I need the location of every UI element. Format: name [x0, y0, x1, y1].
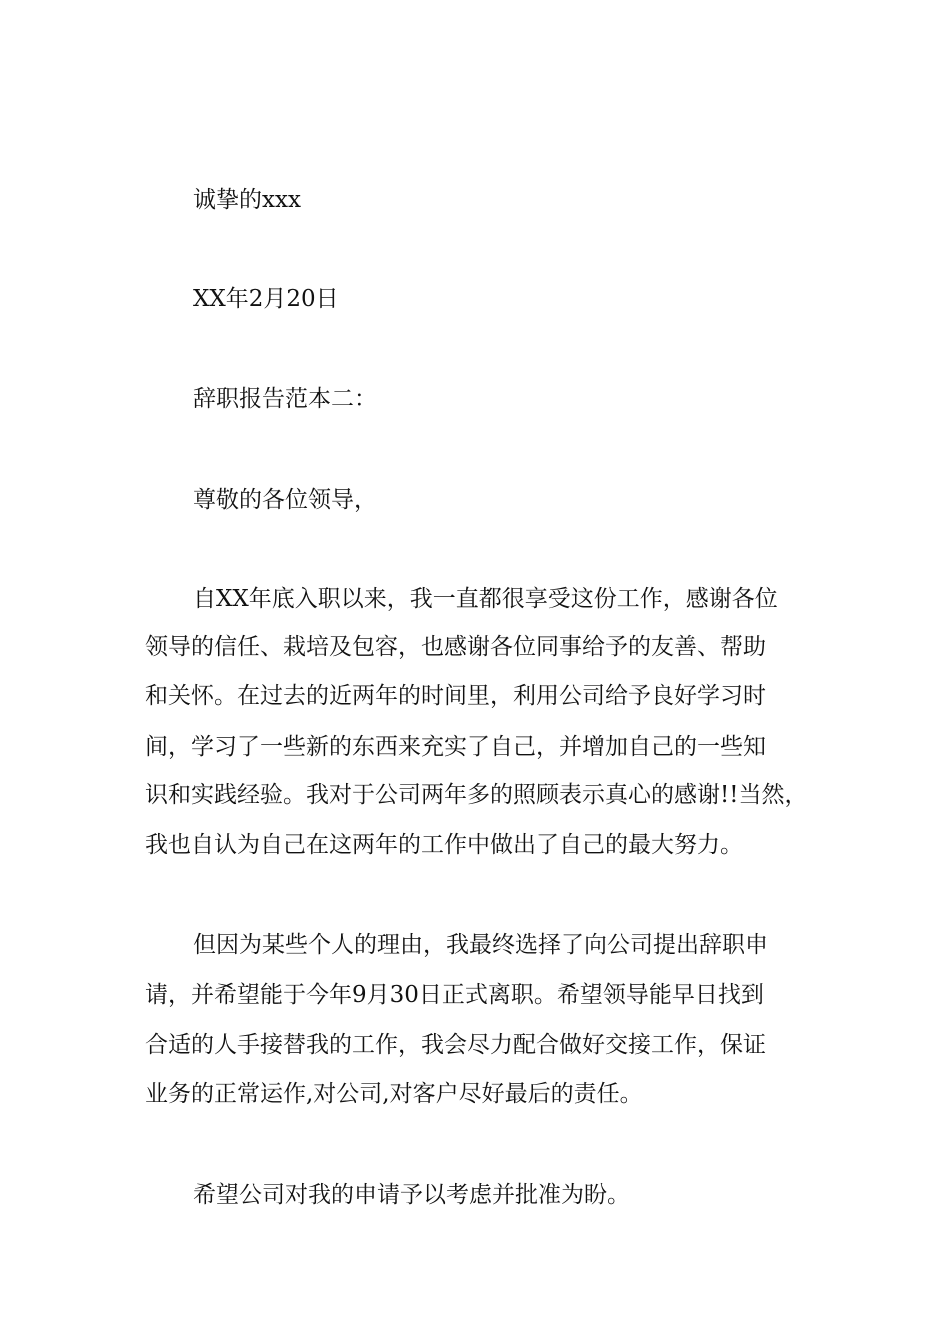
paragraph-3: 希望公司对我的申请予以考虑并批准为盼。 — [193, 1182, 630, 1208]
section-heading: 辞职报告范本二： — [193, 386, 377, 412]
paragraph-line: 间，学习了一些新的东西来充实了自己，并增加自己的一些知 — [145, 734, 766, 760]
paragraph-line: 业务的正常运作,对公司,对客户尽好最后的责任。 — [145, 1081, 643, 1107]
paragraph-line: 请，并希望能于今年9月30日正式离职。希望领导能早日找到 — [145, 982, 764, 1008]
paragraph-line: 和关怀。在过去的近两年的时间里，利用公司给予良好学习时 — [145, 683, 766, 709]
paragraph-line: 识和实践经验。我对于公司两年多的照顾表示真心的感谢!!当然， — [145, 782, 808, 808]
paragraph-line: 合适的人手接替我的工作，我会尽力配合做好交接工作，保证 — [145, 1032, 766, 1058]
paragraph-line: 领导的信任、栽培及包容，也感谢各位同事给予的友善、帮助 — [145, 634, 766, 660]
paragraph-line: 但因为某些个人的理由，我最终选择了向公司提出辞职申 — [193, 932, 768, 958]
paragraph-line: 我也自认为自己在这两年的工作中做出了自己的最大努力。 — [145, 832, 743, 858]
salutation: 尊敬的各位领导， — [193, 487, 377, 513]
paragraph-line: 自XX年底入职以来，我一直都很享受这份工作，感谢各位 — [193, 586, 778, 612]
signoff: 诚挚的xxx — [193, 187, 301, 213]
date-line: XX年2月20日 — [193, 286, 339, 312]
